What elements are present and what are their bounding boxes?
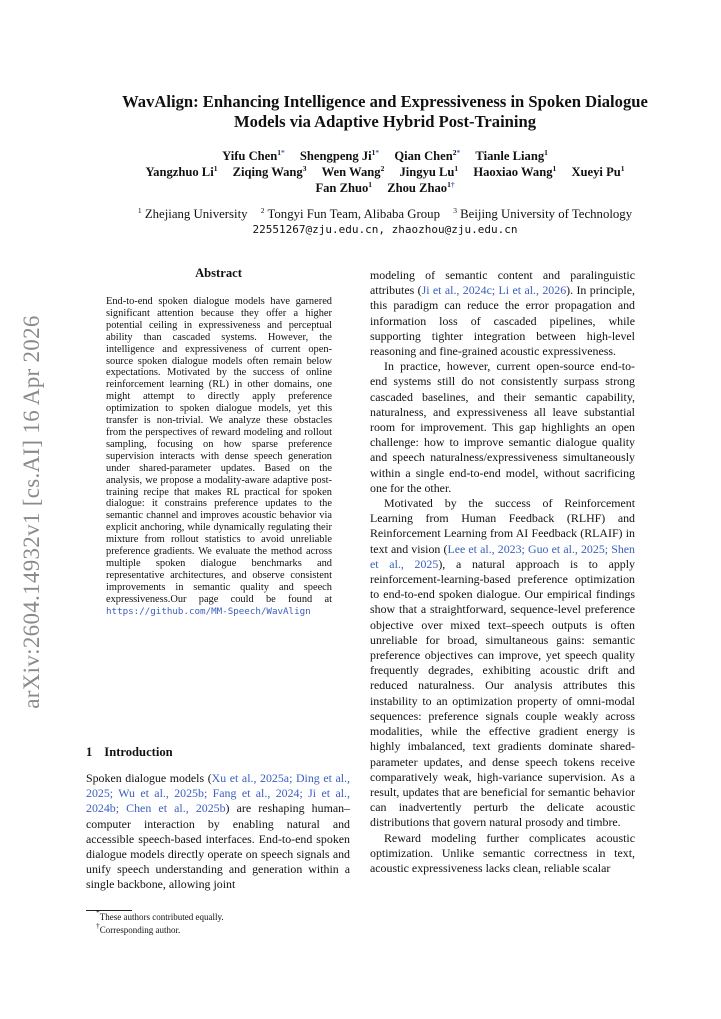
affiliation: $^2$ Tongyi Fun Team, Alibaba Group — [260, 206, 440, 221]
author-row-3 — [70, 180, 700, 196]
title-line-1: WavAlign: Enhancing Intelligence and Expressiveness in Spoken Dialogue — [122, 92, 648, 111]
footnote-corresponding-author: †Corresponding author. — [96, 921, 181, 935]
affiliation: $^1$ Zhejiang University — [137, 206, 248, 221]
arxiv-identifier-sidebar — [10, 292, 54, 732]
author: Ziqing Wang$^3$ — [232, 164, 307, 179]
author-emails: 22551267@zju.edu.cn, zhaozhou@zju.edu.cn — [252, 223, 518, 236]
author: Qian Chen$^{2*}$ — [394, 148, 461, 163]
citation-link[interactable]: Ji et al., 2024c; Li et al., 2026 — [421, 283, 567, 298]
paragraph: modeling of semantic content and paralinguistic attributes (Ji et al., 2024c; Li et al., 2026). In principle, this paradigm can reduce the error propagation and information loss of cascaded pipelines, while supporting tighter integration between high-level reasoning and fine-grained acoustic expressiveness. — [370, 268, 635, 359]
section-heading-introduction — [86, 745, 173, 760]
author: Xueyi Pu$^1$ — [571, 164, 625, 179]
affiliations — [70, 206, 700, 222]
author: Jingyu Lu$^1$ — [399, 164, 459, 179]
project-page-link[interactable]: https://github.com/MM-Speech/WavAlign — [106, 605, 311, 617]
abstract-body — [106, 296, 332, 617]
arxiv-id: arXiv:2604.14932v1 [cs.AI] 16 Apr 2026 — [19, 315, 44, 709]
author: Shengpeng $Ji^{1*}$ — [299, 148, 380, 163]
author: Zhou Zhao$^{1\dagger}$ — [387, 180, 455, 195]
footnote-divider — [86, 910, 132, 911]
section-title: Introduction — [104, 745, 173, 759]
author-list — [70, 148, 700, 196]
author: Wen Wang$^2$ — [321, 164, 385, 179]
author-row-1 — [70, 148, 700, 164]
title-line-2: Models via Adaptive Hybrid Post-Training — [233, 112, 537, 131]
paragraph: Reward modeling further complicates acoustic optimization. Unlike semantic correctness in text, acoustic expressiveness lacks clean, reliable scalar — [370, 830, 635, 875]
abstract-text: End-to-end spoken dialogue models have garnered significant attention because they offer a higher potential ceiling in expressiveness and perceptual ability than cascaded systems. However, the intelligence and expressiveness of current open-source spoken dialogue models often remain below expectations. Motivated by the success of online reinforcement learning (RL) in other domains, one might attempt to directly apply preference optimization to spoken dialogue models, yet this transfer is non-trivial. We analyze these obstacles from the perspectives of reward modeling and rollout sampling, focusing on how sparse preference supervision interacts with dense speech generation under shared-parameter updates. Based on the analysis, we propose a modality-aware adaptive post-training recipe that makes RL practical for spoken dialogue: it constrains preference updates to the semantic channel and improves acoustic behavior via explicit anchoring, while dynamically regulating their mixture from rollout statistics to avoid unreliable preference gradients. We evaluate the method across multiple spoken dialogue benchmarks and representative architectures, and observe consistent improvements in semantic quality and speech expressiveness.Our page could be found at — [106, 296, 332, 605]
citation-link[interactable]: Xu et al., 2025a; Ding et al., 2025; Wu et al., 2025b; Fang et al., 2024; Ji et al., 2024b; Chen et al., 2025b — [86, 771, 350, 816]
citation-link[interactable]: Lee et al., 2023; Guo et al., 2025; Shen et al., 2025 — [370, 541, 635, 571]
affiliation: $^3$ Beijing University of Technology — [453, 206, 633, 221]
paragraph: Motivated by the success of Reinforcement Learning from Human Feedback (RLHF) and Reinforcement Learning from AI Feedback (RLAIF) in text and vision (Lee et al., 2023; Guo et al., 2025; Shen et al., 2025), a natural approach is to apply reinforcement-learning-based preference optimization to end-to-end spoken dialogue. Our empirical findings show that a straightforward, sequence-level preference objective over mixed text–speech outputs is often unreliable for broad, simultaneous gains: semantic preference objectives can improve, yet speech quality frequently degrades, exhibiting acoustic drift and reduced naturalness. Our analysis attributes this instability to an optimization property of omni-modal sequences: preference signals couple weakly across modalities, while the effective gradient energy is highly imbalanced, text gradients dominate shared-parameter updates, and dense speech tokens receive comparatively weak, high-variance supervision. As a result, updates that are beneficial for semantic behavior can inadvertently perturb the delicate acoustic distributions that govern natural prosody and timbre. — [370, 496, 635, 830]
author-row-2 — [70, 164, 700, 180]
footnote-equal-contribution: *These authors contributed equally. — [96, 908, 224, 922]
right-column-text — [370, 268, 635, 876]
author: Yifu Chen$^{1*}$ — [222, 148, 285, 163]
intro-paragraph: Spoken dialogue models (Xu et al., 2025a; Ding et al., 2025; Wu et al., 2025b; Fang et al., 2024; Ji et al., 2024b; Chen et al., 2025b) are reshaping human–computer interaction by enabling natural and accessible speech-based interfaces. End-to-end spoken dialogue models directly operate on speech signals and unify speech understanding and generation within a single backbone, allowing joint — [86, 771, 350, 892]
paragraph: In practice, however, current open-source end-to-end systems still do not consistently surpass strong cascaded baselines, and their semantic capability, naturalness, and expressiveness all leave substantial room for improvement. This gap highlights an open challenge: how to improve semantic dialogue quality and speech naturalness/expressiveness simultaneously within a single end-to-end model, without sacrificing one for the other. — [370, 359, 635, 495]
section-number: 1 — [86, 745, 93, 759]
author: Haoxiao Wang$^1$ — [473, 164, 557, 179]
paper-title — [70, 92, 700, 132]
author: Yangzhuo Li$^1$ — [145, 164, 218, 179]
abstract-heading: Abstract — [195, 266, 242, 280]
author: Fan Zhuo$^1$ — [315, 180, 373, 195]
author: Tianle Liang$^1$ — [475, 148, 548, 163]
